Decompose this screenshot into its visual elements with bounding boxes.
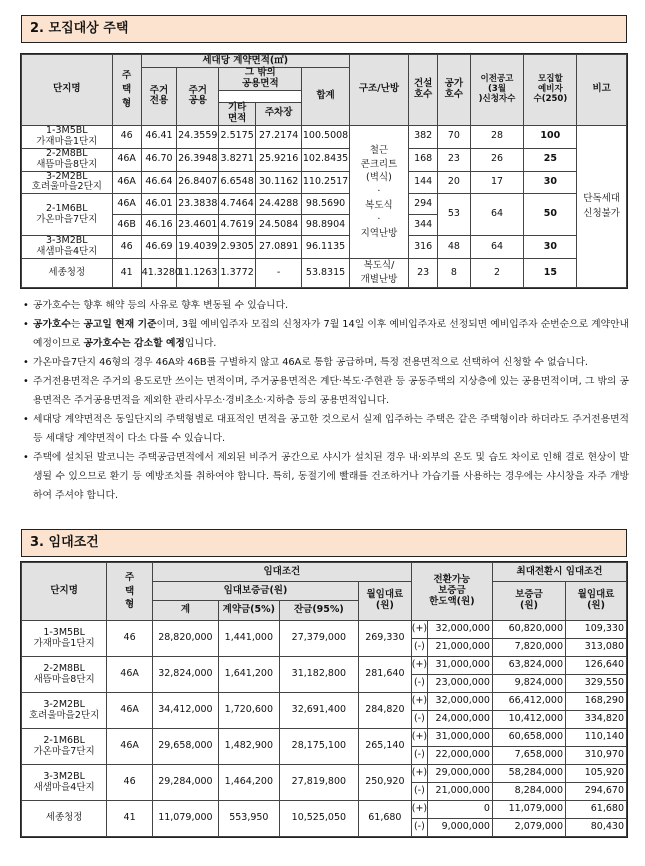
housing-type: 46: [107, 621, 153, 657]
applicants: 28: [470, 125, 524, 148]
monthly-rent: 61,680: [358, 801, 411, 837]
private-area: 46.16: [141, 215, 177, 236]
other-area: 1.3772: [219, 259, 256, 288]
other-area: 3.8271: [219, 148, 256, 171]
parking-area: 25.9216: [255, 148, 301, 171]
vacant-units: 70: [438, 125, 470, 148]
th3-max-conv: 최대전환시 임대조건: [492, 563, 626, 582]
private-area: 46.41: [141, 125, 177, 148]
conv-deposit-plus: 66,412,000: [492, 693, 565, 711]
complex-name: 2-2M8BL 새뜸마을8단지: [22, 657, 107, 693]
complex-name: 세종청정: [22, 259, 113, 288]
convertible-minus: 21,000,000: [428, 783, 493, 801]
shared-area: 23.3838: [177, 194, 219, 215]
other-area: 2.5175: [219, 125, 256, 148]
th-reserve: 모집할 예비자 수(250): [524, 55, 577, 126]
th-remarks: 비고: [577, 55, 627, 126]
total-area: 98.8904: [302, 215, 349, 236]
deposit-contract: 1,720,600: [218, 693, 279, 729]
total-area: 100.5008: [302, 125, 349, 148]
th3-rent: 월임대료 (원): [358, 582, 411, 621]
parking-area: 30.1162: [255, 171, 301, 194]
conv-deposit-minus: 8,284,000: [492, 783, 565, 801]
convertible-minus: 23,000,000: [428, 675, 493, 693]
shared-area: 26.8407: [177, 171, 219, 194]
housing-type: 46: [107, 765, 153, 801]
built-units: 344: [409, 215, 438, 236]
lease-terms-table: [21, 562, 627, 837]
th-area-group: 세대당 계약면적(㎡): [141, 55, 349, 68]
housing-type: 46B: [112, 215, 141, 236]
lease-row: [22, 801, 627, 819]
note-item: • 공가호수는 공고일 현재 기준이며, 3월 예비입주자 모집의 신청자가 7월 14일 이후 예비입주자로 선정되면 예비입주자 순번순으로 계약안내 예정이므로 공가호수는 감소할 예정입니다.: [23, 319, 630, 349]
total-area: 96.1135: [302, 236, 349, 259]
lease-row: [22, 621, 627, 639]
housing-type: 46: [112, 125, 141, 148]
shared-area: 19.4039: [177, 236, 219, 259]
vacant-units: 8: [438, 259, 470, 288]
deposit-balance: 27,379,000: [279, 621, 358, 657]
th3-complex: 단지명: [22, 563, 107, 621]
shared-area: 26.3948: [177, 148, 219, 171]
vacant-units: 53: [438, 194, 470, 236]
lease-row: [22, 729, 627, 747]
housing-type: 46A: [107, 693, 153, 729]
conv-deposit-plus: 60,820,000: [492, 621, 565, 639]
note-item: • 주거전용면적은 주거의 용도로만 쓰이는 면적이며, 주거공용면적은 계단·복도·주현관 등 공동주택의 지상층에 있는 공용면적이며, 그 밖의 공용면적은 주거공용면적을 제외한 관리사무소·경비초소·지하층 등의 공용면적입니다.: [23, 376, 629, 406]
built-units: 316: [409, 236, 438, 259]
housing-type: 46: [112, 236, 141, 259]
built-units: 144: [409, 171, 438, 194]
reserve-count: 25: [524, 148, 577, 171]
parking-area: 27.2174: [255, 125, 301, 148]
vacant-units: 20: [438, 171, 470, 194]
conv-deposit-minus: 7,820,000: [492, 639, 565, 657]
section-2-title: 2. 모집대상 주택: [21, 15, 627, 43]
housing-type: 41: [107, 801, 153, 837]
monthly-rent: 250,920: [358, 765, 411, 801]
sign-plus: (+): [411, 693, 427, 711]
conv-deposit-plus: 63,824,000: [492, 657, 565, 675]
conv-deposit-minus: 10,412,000: [492, 711, 565, 729]
th-built: 건설 호수: [409, 55, 438, 126]
th-total: 합계: [302, 68, 349, 126]
structure-heating: 철근 콘크리트 (벽식) · 복도식 · 지역난방: [349, 125, 408, 259]
complex-name: 세종청정: [22, 801, 107, 837]
deposit-contract: 1,482,900: [218, 729, 279, 765]
note-item: • 가온마을7단지 46형의 경우 46A와 46B를 구별하지 않고 46A로 통합 공급하며, 특정 전용면적으로 선택하여 신청할 수 없습니다.: [23, 357, 589, 368]
conv-rent-plus: 126,640: [566, 657, 627, 675]
private-area: 41.3280: [141, 259, 177, 288]
shared-area: 23.4601: [177, 215, 219, 236]
convertible-minus: 24,000,000: [428, 711, 493, 729]
conv-rent-minus: 310,970: [566, 747, 627, 765]
sign-minus: (-): [411, 747, 427, 765]
built-units: 382: [409, 125, 438, 148]
private-area: 46.01: [141, 194, 177, 215]
total-area: 102.8435: [302, 148, 349, 171]
th-other-area: 기타 면적: [219, 102, 256, 125]
deposit-contract: 553,950: [218, 801, 279, 837]
conv-rent-plus: 110,140: [566, 729, 627, 747]
housing-type: 46A: [107, 657, 153, 693]
private-area: 46.64: [141, 171, 177, 194]
conv-rent-minus: 329,550: [566, 675, 627, 693]
th-complex: 단지명: [22, 55, 113, 126]
complex-name: 3-3M2BL 새샘마을4단지: [22, 236, 113, 259]
reserve-count: 30: [524, 171, 577, 194]
convertible-plus: 32,000,000: [428, 621, 493, 639]
conv-deposit-plus: 60,658,000: [492, 729, 565, 747]
shared-area: 24.3559: [177, 125, 219, 148]
th3-conv-rent: 월임대료 (원): [566, 582, 627, 621]
complex-name: 3-3M2BL 새샘마을4단지: [22, 765, 107, 801]
housing-row: [22, 148, 627, 171]
vacant-units: 23: [438, 148, 470, 171]
sign-plus: (+): [411, 765, 427, 783]
conv-deposit-plus: 11,079,000: [492, 801, 565, 819]
complex-name: 2-2M8BL 새뜸마을8단지: [22, 148, 113, 171]
conv-rent-minus: 313,080: [566, 639, 627, 657]
total-area: 53.8315: [302, 259, 349, 288]
notes: [21, 296, 629, 505]
sign-minus: (-): [411, 675, 427, 693]
other-area: 4.7464: [219, 194, 256, 215]
private-area: 46.70: [141, 148, 177, 171]
complex-name: 1-3M5BL 가재마을1단지: [22, 621, 107, 657]
sign-minus: (-): [411, 639, 427, 657]
section-3-title: 3. 임대조건: [21, 529, 627, 557]
note-item: • 세대당 계약면적은 동일단지의 주택형별로 대표적인 면적을 공고한 것으로서 실제 입주하는 주택은 같은 주택형이라 하더라도 주거전용면적 등 세대당 계약면적이 다소 다를 수 있습니다.: [23, 414, 629, 444]
other-area: 4.7619: [219, 215, 256, 236]
deposit-sum: 29,284,000: [152, 765, 218, 801]
reserve-count: 15: [524, 259, 577, 288]
complex-name: 2-1M6BL 가온마을7단지: [22, 729, 107, 765]
sign-minus: (-): [411, 819, 427, 837]
lease-row: [22, 693, 627, 711]
parking-area: 24.4288: [255, 194, 301, 215]
note-item: • 공가호수는 향후 해약 등의 사유로 향후 변동될 수 있습니다.: [23, 300, 289, 311]
th3-contract: 계약금(5%): [218, 601, 279, 621]
built-units: 23: [409, 259, 438, 288]
complex-name: 2-1M6BL 가온마을7단지: [22, 194, 113, 236]
housing-row: [22, 259, 627, 288]
housing-row: [22, 236, 627, 259]
th-other-shared: 그 밖의 공용면적: [219, 68, 302, 91]
sign-plus: (+): [411, 801, 427, 819]
conv-rent-minus: 80,430: [566, 819, 627, 837]
th-vacant: 공가 호수: [438, 55, 470, 126]
deposit-contract: 1,641,200: [218, 657, 279, 693]
reserve-count: 50: [524, 194, 577, 236]
conv-deposit-minus: 2,079,000: [492, 819, 565, 837]
remarks: 단독세대 신청불가: [577, 125, 627, 287]
th-shared: 주거 공용: [177, 68, 219, 126]
parking-area: 24.5084: [255, 215, 301, 236]
conv-rent-minus: 294,670: [566, 783, 627, 801]
deposit-sum: 11,079,000: [152, 801, 218, 837]
note-item: • 주택에 설치된 발코니는 주택공급면적에서 제외된 비주거 공간으로 샤시가 설치된 경우 내·외부의 온도 및 습도 차이로 인해 결로 현상이 발생될 수 있으므로 환기 등 예방조치를 취하여야 합니다. 특히, 동절기에 빨래를 건조하거나 가습기를 사용하는 경우에는 샤시창을 자주 개방하여 주셔야 합니다.: [23, 452, 629, 501]
monthly-rent: 269,330: [358, 621, 411, 657]
applicants: 64: [470, 194, 524, 236]
th3-convertible: 전환가능 보증금 한도액(원): [411, 563, 492, 621]
lease-row: [22, 765, 627, 783]
th3-deposit: 임대보증금(원): [152, 582, 358, 601]
deposit-balance: 28,175,100: [279, 729, 358, 765]
th-parking: 주차장: [255, 102, 301, 125]
conv-rent-plus: 168,290: [566, 693, 627, 711]
convertible-plus: 31,000,000: [428, 729, 493, 747]
deposit-sum: 32,824,000: [152, 657, 218, 693]
sign-minus: (-): [411, 711, 427, 729]
other-area: 6.6548: [219, 171, 256, 194]
built-units: 294: [409, 194, 438, 215]
deposit-balance: 27,819,800: [279, 765, 358, 801]
convertible-plus: 31,000,000: [428, 657, 493, 675]
deposit-balance: 10,525,050: [279, 801, 358, 837]
housing-row: [22, 125, 627, 148]
housing-type: 46A: [112, 171, 141, 194]
monthly-rent: 265,140: [358, 729, 411, 765]
deposit-sum: 28,820,000: [152, 621, 218, 657]
th3-lease: 임대조건: [152, 563, 411, 582]
deposit-sum: 29,658,000: [152, 729, 218, 765]
lease-row: [22, 657, 627, 675]
applicants: 17: [470, 171, 524, 194]
other-area: 2.9305: [219, 236, 256, 259]
convertible-plus: 29,000,000: [428, 765, 493, 783]
parking-area: 27.0891: [255, 236, 301, 259]
applicants: 64: [470, 236, 524, 259]
vacant-units: 48: [438, 236, 470, 259]
parking-area: -: [255, 259, 301, 288]
total-area: 110.2517: [302, 171, 349, 194]
conv-deposit-plus: 58,284,000: [492, 765, 565, 783]
sign-plus: (+): [411, 621, 427, 639]
monthly-rent: 281,640: [358, 657, 411, 693]
housing-type: 41: [112, 259, 141, 288]
shared-area: 11.1263: [177, 259, 219, 288]
housing-row: [22, 194, 627, 215]
convertible-plus: 32,000,000: [428, 693, 493, 711]
complex-name: 3-2M2BL 호려울마을2단지: [22, 693, 107, 729]
th3-conv-deposit: 보증금 (원): [492, 582, 565, 621]
th-type: 주 택 형: [112, 55, 141, 126]
convertible-minus: 21,000,000: [428, 639, 493, 657]
convertible-minus: 9,000,000: [428, 819, 493, 837]
applicants: 26: [470, 148, 524, 171]
housing-type: 46A: [107, 729, 153, 765]
housing-type: 46A: [112, 194, 141, 215]
complex-name: 1-3M5BL 가재마을1단지: [22, 125, 113, 148]
th-private: 주거 전용: [141, 68, 177, 126]
convertible-plus: 0: [428, 801, 493, 819]
reserve-count: 30: [524, 236, 577, 259]
th-relocation: 이전공고 (3월 )신청자수: [470, 55, 524, 126]
structure-heating: 복도식/ 개별난방: [349, 259, 408, 288]
total-area: 98.5690: [302, 194, 349, 215]
th3-type: 주 택 형: [107, 563, 153, 621]
sign-plus: (+): [411, 729, 427, 747]
conv-rent-plus: 61,680: [566, 801, 627, 819]
housing-type: 46A: [112, 148, 141, 171]
conv-deposit-minus: 9,824,000: [492, 675, 565, 693]
conv-rent-plus: 109,330: [566, 621, 627, 639]
deposit-balance: 31,182,800: [279, 657, 358, 693]
th3-sum: 계: [152, 601, 218, 621]
conv-rent-minus: 334,820: [566, 711, 627, 729]
complex-name: 3-2M2BL 호려울마을2단지: [22, 171, 113, 194]
convertible-minus: 22,000,000: [428, 747, 493, 765]
target-housing-table: [21, 54, 627, 288]
built-units: 168: [409, 148, 438, 171]
th3-balance: 잔금(95%): [279, 601, 358, 621]
private-area: 46.69: [141, 236, 177, 259]
conv-deposit-minus: 7,658,000: [492, 747, 565, 765]
deposit-balance: 32,691,400: [279, 693, 358, 729]
sign-minus: (-): [411, 783, 427, 801]
sign-plus: (+): [411, 657, 427, 675]
deposit-contract: 1,464,200: [218, 765, 279, 801]
deposit-sum: 34,412,000: [152, 693, 218, 729]
th-structure: 구조/난방: [349, 55, 408, 126]
reserve-count: 100: [524, 125, 577, 148]
deposit-contract: 1,441,000: [218, 621, 279, 657]
applicants: 2: [470, 259, 524, 288]
conv-rent-plus: 105,920: [566, 765, 627, 783]
housing-row: [22, 171, 627, 194]
monthly-rent: 284,820: [358, 693, 411, 729]
